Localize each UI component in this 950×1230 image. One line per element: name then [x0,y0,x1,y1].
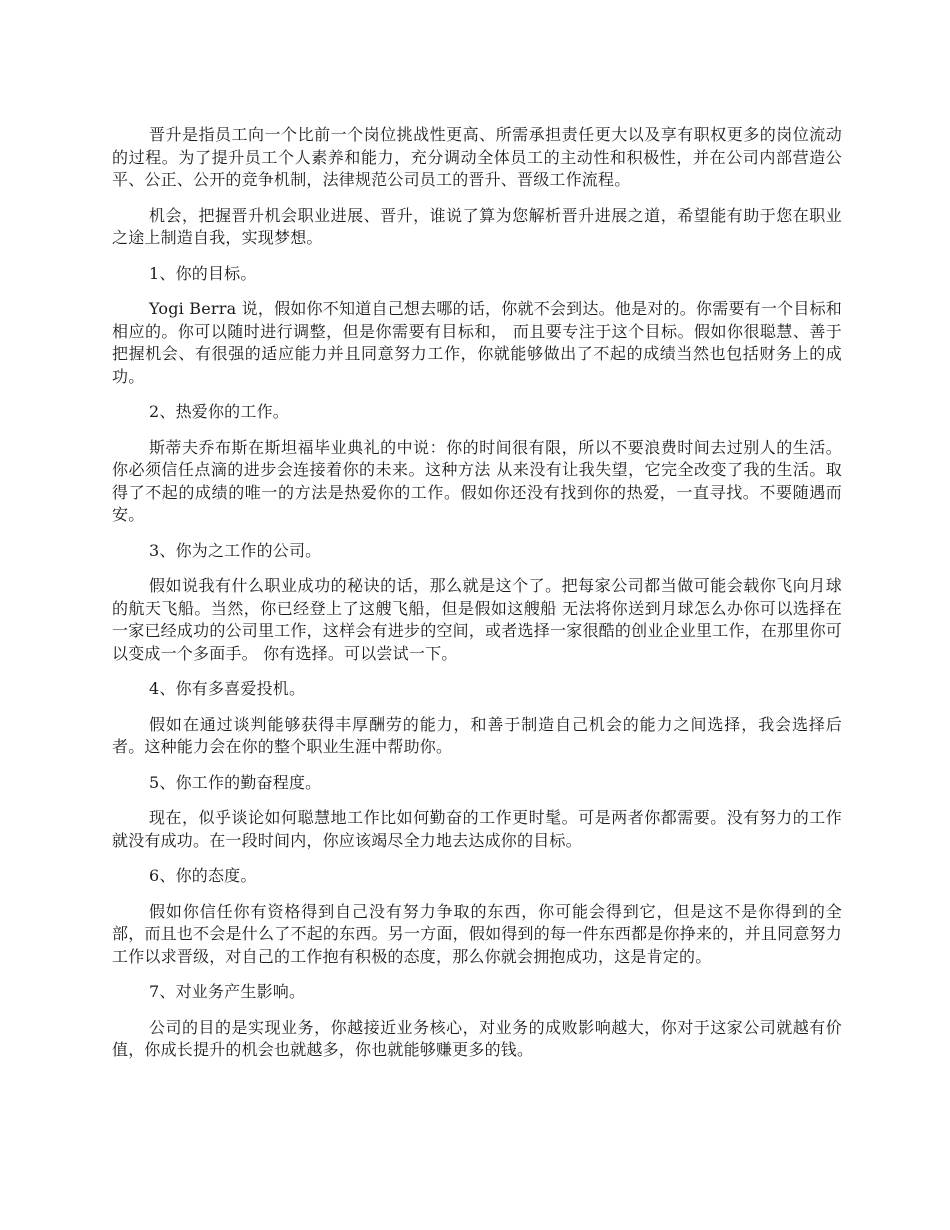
section-heading-5: 5、你工作的勤奋程度。 [149,772,322,792]
section-paragraph-5: 现在，似乎谈论如何聪慧地工作比如何勤奋的工作更时髦。可是两者你都需要。没有努力的工作就没有成功。在一段时间内，你应该竭尽全力地去达成你的目标。 [112,808,842,850]
section-paragraph-7: 公司的目的是实现业务，你越接近业务核心，对业务的成败影响越大，你对于这家公司就越有价值，你成长提升的机会也就越多，你也就能够赚更多的钱。 [112,1017,842,1059]
section-heading-4: 4、你有多喜爱投机。 [149,679,306,698]
section-paragraph-4: 假如在通过谈判能够获得丰厚酬劳的能力，和善于制造自己机会的能力之间选择，我会选择后者。这种能力会在你的整个职业生涯中帮助你。 [112,714,842,756]
section-paragraph-1: Yogi Berra 说，假如你不知道自己想去哪的话，你就不会到达。他是对的。你需要有一个目标和相应的。你可以随时进行调整，但是你需要有目标和， 而且要专注于这个目标。假如你很聪慧、善于把握机会、有很强的适应能力并且同意努力工作，你就能够做出了不起的成绩当然也包括财务上的成功。 [112,299,842,386]
section-paragraph-2: 斯蒂夫乔布斯在斯坦福毕业典礼的中说：你的时间很有限，所以不要浪费时间去过别人的生活。你必须信任点滴的进步会连接着你的未来。这种方法 从来没有让我失望，它完全改变了我的生活。取得了不起的成绩的唯一的方法是热爱你的工作。假如你还没有找到你的热爱，一直寻找。不要随遇而安。 [112,437,842,524]
intro-paragraph-2: 机会，把握晋升机会职业进展、晋升，谁说了算为您解析晋升进展之道，希望能有助于您在职业之途上制造自我，实现梦想。 [112,205,842,247]
document-page [112,124,842,1075]
section-paragraph-3: 假如说我有什么职业成功的秘诀的话，那么就是这个了。把每家公司都当做可能会载你飞向月球的航天飞船。当然，你已经登上了这艘飞船，但是假如这艘船 无法将你送到月球怎么办你可以选择在一家已经成功的公司里工作，这样会有进步的空间，或者选择一家很酷的创业企业里工作，在那里你可以变成一个多面手。 你有选择。可以尝试一下。 [112,576,842,663]
section-paragraph-6: 假如你信任你有资格得到自己没有努力争取的东西，你可能会得到它，但是这不是你得到的全部，而且也不会是什么了不起的东西。另一方面，假如得到的每一件东西都是你挣来的，并且同意努力工作以求晋级，对自己的工作抱有积极的态度，那么你就会拥抱成功，这是肯定的。 [112,901,842,966]
section-heading-7: 7、对业务产生影响。 [149,982,306,1001]
section-heading-6: 6、你的态度。 [149,866,257,885]
section-heading-1: 1、你的目标。 [149,263,257,283]
section-heading-2: 2、热爱你的工作。 [149,402,289,421]
section-heading-3: 3、你为之工作的公司。 [149,540,322,560]
intro-paragraph: 晋升是指员工向一个比前一个岗位挑战性更高、所需承担责任更大以及享有职权更多的岗位流动的过程。为了提升员工个人素养和能力，充分调动全体员工的主动性和积极性，并在公司内部营造公平、公正、公开的竞争机制，法律规范公司员工的晋升、晋级工作流程。 [112,125,842,189]
